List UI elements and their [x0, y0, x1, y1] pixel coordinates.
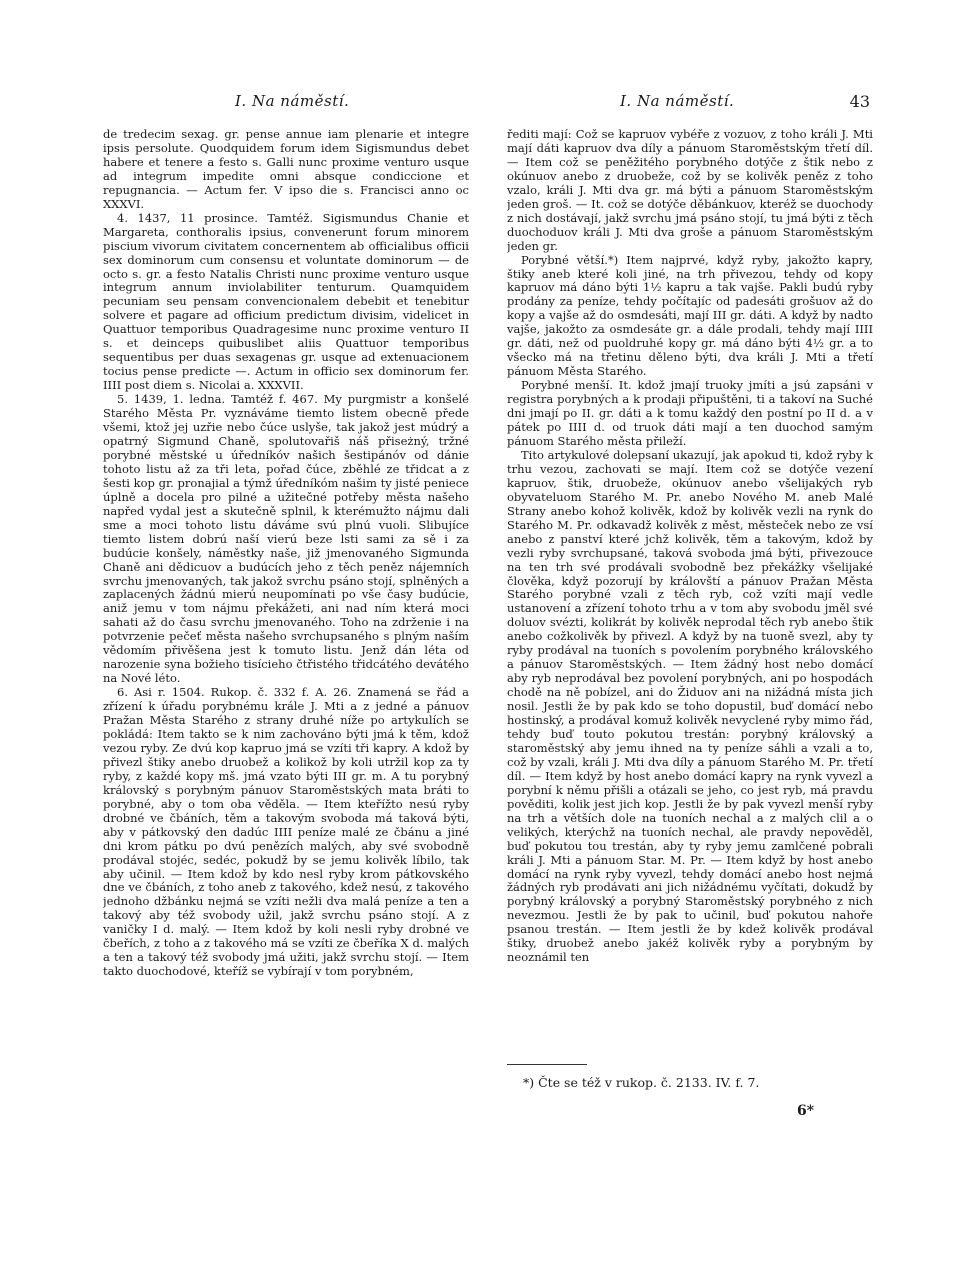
page-number: 43: [849, 92, 870, 111]
left-text-column: [103, 128, 469, 1158]
paragraph: Tito artykulové dolepsaní ukazují, jak apokud ti, kdož ryby k trhu vezou, zachovati se mají. Item což se dotýče vezení kapruov, štik, druobeže, okúnuov anebo všelijakých ryb obyvateluom Starého M. Pr. anebo Nového M. aneb Malé Strany anebo kohož kolivěk, kdož by kolivěk vezli na rynk do Starého M. Pr. odkavadž kolivěk z měst, městeček nebo ze vsí anebo z panství které jchž kolivěk, těm a takovým, kdož by vezli ryby svrchupsané, taková svoboda jmá býti, přivezouce na ten trh své prodávali svobodně bez překážky všelijaké člověka, když pozorují by královští a pánuov Pražan Města Starého porybné vzali z těch ryb, což vzíti mají vedle ustanovení a zřízení tohoto trhu a v tom aby svobodu jměl své doluov svézti, kolikrát by kolivěk neprodal těch ryb anebo štik anebo cožkolivěk by přivezl. A když by na tuoně svezl, aby ty ryby prodával na tuoních s povolením porybného královského a pánuov Staroměstských. — Item žádný host nebo domácí aby ryb neprodával bez povolení porybných, ani po hospodách chodě na ně pobízel, ani do Židuov ani na nižádná místa jich nosil. Jestli že by pak kdo se toho dopustil, buď domácí nebo hostinský, a prodával komuž kolivěk nevyclené ryby mimo řád, tehdy buď touto pokutou trestán: porybný královský a staroměstský aby jemu ihned na ty peníze sáhli a vzali a to, což by vzali, králi J. Mti dva díly a pánuom Starého M. Pr. třetí díl. — Item když by host anebo domácí kapry na rynk vyvezl a porybní k němu přišli a otázali se jeho, co jest ryb, má pravdu pověditi, kolik jest jich kop. Jestli že by pak vyvezl menší ryby na trh a větších dole na tuoních nechal a z malých clil a o velikých, kterýchž na tuoních nechal, ale pravdy nepověděl, buď pokutou tou trestán, aby ty ryby jemu zamlčené pobrali králi J. Mti a pánuom Star. M. Pr. — Item když by host anebo domácí na rynk ryby vyvezl, tehdy domácí anebo host nejmá žádných ryb prodávati ani jich nižádnému vyčítati, dokudž by porybný královský a porybný Staroměstský porybného z nich nevezmou. Jestli že by pak to učinil, buď pokutou nahoře psanou trestán. — Item jestli že by kdež kolivěk prodával štiky, druobež anebo jakéž kolivěk ryby a porybným by neoznámil ten: [507, 447, 873, 965]
paragraph: 5. 1439, 1. ledna. Tamtéž f. 467. My purgmistr a konšelé Starého Města Pr. vyznáváme tiemto listem obecně přede všemi, ktož jej uzřie nebo čúce uslyše, tak jakož jest múdrý a opatrný Sigmund Chaně, spolutovařiš náš přiseżný, tržné porybné městské u úředníkóv našich šestipánóv od dánie tohoto listu až za tři leta, pořad čúce, zběhlé ze třidcat a z šesti kop gr. pronajial a týmž úředníkóm našim ty jisté peniece úplně a docela pro pilné a užitečné potřeby města našeho napřed vydal jest a skutečně splnil, k kterémužto nájmu dali sme a moci tohoto listu dáváme svú plnú vuoli. Slibujíce tiemto listem dobrú naší vierú beze lsti sami za sě i za budúcie konšely, náměstky naše, již jmenovaného Sigmunda Chaně ani dědicuov a budúcích jeho z těch peněz nájemních svrchu jmenovaných, tak jakož svrchu psáno stojí, splněných a zaplacených žádnú mierú neupomínati po vše časy budúcie, aniž jemu v tom nájmu překážeti, ani nad ním která moci sahati až do času svrchu jmenovaného. Toho na zdrženie i na potvrzenie pečeť města našeho svrchupsaného s plným naším vědomím přivěšena jest k tomuto listu. Jenž dán léta od narozenie syna božieho tisícieho čtřistého třidcátého devátého na Nové léto.: [103, 392, 469, 686]
right-text-column: [507, 128, 873, 1053]
left-running-head: I. Na náměstí.: [235, 92, 350, 110]
signature-mark: 6*: [797, 1103, 815, 1119]
paragraph: řediti mají: Což se kapruov vybéře z vozuov, z toho králi J. Mti mají dáti kapruov dva díly a pánuom Staroměstským třetí díl. — Item což se peněžitého porybného dotýče z štik nebo z okúnuov anebo z druobeže, což by se kolivěk peněz z toho vzalo, králi J. Mti dva gr. má býti a pánuom Staroměstským jeden groš. — It. což se dotýče děbánkuov, kteréž se duochody z nich dostávají, jakž svrchu jmá psáno stojí, tu jmá býti z těch duochoduov králi J. Mti dva groše a pánuom Staroměstským jeden gr.: [507, 128, 873, 253]
right-running-head: I. Na náměstí.: [620, 92, 735, 110]
paragraph: de tredecim sexag. gr. pense annue iam plenarie et integre ipsis persolute. Quodquidem forum idem Sigismundus debet habere et tenere a festo s. Galli nunc proxime venturo usque ad integrum impedite omni absque condiccione et repugnancia. — Actum fer. V ipso die s. Francisci anno oc XXXVI.: [103, 128, 469, 211]
running-header: [100, 92, 870, 116]
footnote-divider: [507, 1064, 587, 1065]
paragraph: 6. Asi r. 1504. Rukop. č. 332 f. A. 26. Znamená se řád a zřízení k úřadu porybnému krále J. Mti a z jedné a pánuov Pražan Města Starého z strany druhé níže po artykulích se pokládá: Item takto se k nim zachováno býti jmá k těm, kdož vezou ryby. Ze dvú kop kapruo jmá se vzíti tři kapry. A kdož by přivezl štiky anebo druobež a kolikož by koli utržil kop za ty ryby, z každé kopy mš. jmá vzato býti III gr. m. A tu porybný královský s porybným pánuov Staroměstských mata bráti to porybné, aby o tom oba věděla. — Item kteřížto nesú ryby drobné ve čbáních, těm a takovým svoboda má taková býti, aby v pátkovský den dadúc IIII peníze malé ze čbánu a jiné dni krom pátku po dvú penězích malých, aby své svobodně prodával stojéc, sedéc, pokudž by se jemu kolivěk líbilo, tak aby učinil. — Item kdož by kdo nesl ryby krom pátkovského dne ve čbáních, z toho aneb z takového, kdež nesú, z takového jednoho džbánku nejmá se vzíti nežli dva malá peníze a ten a takový aby též svobody užil, jakž svrchu psáno stojí. A z vaničky I d. malý. — Item kdož by koli nesli ryby drobné ve čbeřích, z toho a z takového má se vzíti ze čbeříka X d. malých a ten a takový též svobody jmá užiti, jakž svrchu stojí. — Item takto duochodové, kteříž se vybírají v tom porybném,: [103, 685, 469, 979]
paragraph: Porybné větší.*) Item najprvé, když ryby, jakožto kapry, štiky aneb které koli jiné, na trh přivezou, tehdy od kopy kapruov má dáno býti 1½ kapru a tak vajše. Pakli budú ryby prodány za peníze, tehdy počítajíc od padesáti grošuov až do kopy a vajše až do osmdesáti, mají III gr. dáti. A když by nadto vajše, jakožto za osmdesáte gr. a dále prodali, tehdy mají IIII gr. dáti, než od puoldruhé kopy gr. má dáno býti 4½ gr. a to všecko má na třetinu děleno býti, dva králi J. Mti a třetí pánuom Města Starého.: [507, 252, 873, 379]
footnote: *) Čte se též v rukop. č. 2133. IV. f. 7.: [523, 1075, 760, 1090]
paragraph: Porybné menší. It. kdož jmají truoky jmíti a jsú zapsáni v registra porybných a k prodaji připuštěni, ti a takoví na Suché dni jmají po II. gr. dáti a k tomu každý den postní po II d. a v pátek po IIII d. od truok dáti mají a ten duochod samým pánuom Starého města přileží.: [507, 378, 873, 448]
paragraph: 4. 1437, 11 prosince. Tamtéž. Sigismundus Chanie et Margareta, conthoralis ipsius, convenerunt forum minorem piscium vivorum civitatem concernentem ab officialibus officii sex dominorum cum consensu et voluntate dominorum — de octo s. gr. a festo Natalis Christi nunc proxime venturo usque integrum annum inviolabiliter tenturum. Quamquidem pecuniam seu pensam convencionalem debebit et tenebitur solvere et pagare ad officium predictum divisim, videlicet in Quattuor temporibus Quadragesime nunc proxime venturo II s. et deinceps quibuslibet aliis Quattuor temporibus sequentibus per duas sexagenas gr. usque ad extenuacionem tocius pense predicte —. Actum in officio sex dominorum fer. IIII post diem s. Nicolai a. XXXVII.: [103, 210, 469, 393]
